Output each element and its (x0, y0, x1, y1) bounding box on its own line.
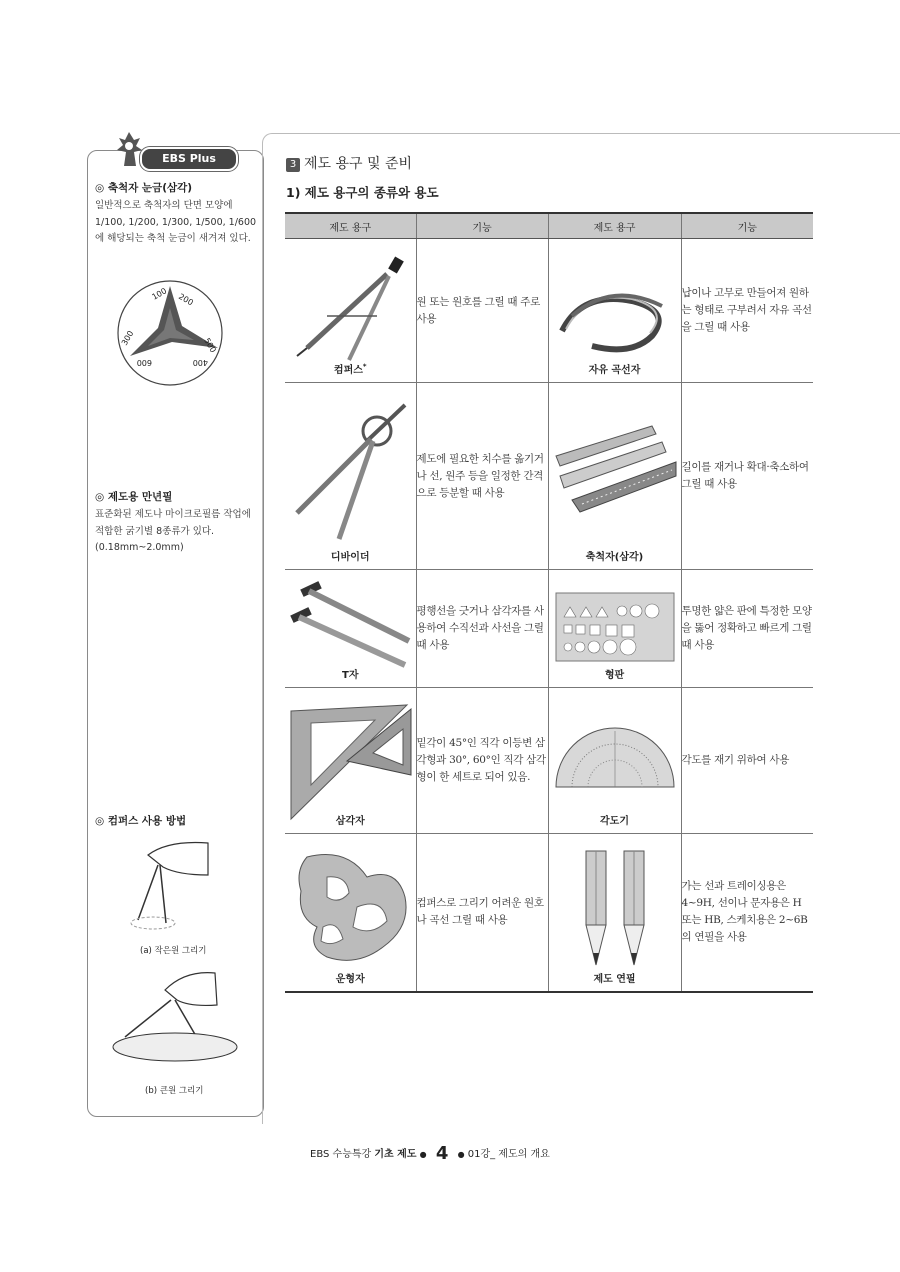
tool-function: 납이나 고무로 만들어져 원하는 형태로 구부려서 자유 곡선을 그릴 때 사용 (681, 239, 813, 383)
section-title (286, 153, 412, 173)
sidebar-text-pen: 표준화된 제도나 마이크로필름 작업에 적합한 굵기별 8종류가 있다. (0.18mm~2.0mm) (95, 509, 251, 553)
french-curve-icon (287, 847, 413, 977)
tool-function: 밑각이 45°인 직각 이등변 삼각형과 30°, 60°인 직각 삼각형이 한 세트로 되어 있음. (416, 688, 548, 834)
tool-name: 운형자 (335, 973, 365, 985)
template-icon (552, 589, 678, 669)
scale-label-4: 500 (202, 336, 218, 355)
tool-function: 가는 선과 트레이싱용은 4~9H, 선이나 문자용은 H 또는 HB, 스케치용은 2~6B의 연필을 사용 (681, 834, 813, 992)
tool-function: 원 또는 원호를 그릴 때 주로 사용 (416, 239, 548, 383)
divider-icon (287, 401, 413, 551)
footer-book-series: EBS 수능특강 (310, 1149, 372, 1160)
compass-large-circle-illustration (105, 965, 245, 1080)
tool-function: 투명한 얇은 판에 특정한 모양을 뚫어 정확하고 빠르게 그릴 때 사용 (681, 570, 813, 688)
tool-name: 삼각자 (335, 816, 365, 827)
header-tool-1: 제도 용구 (285, 213, 416, 239)
flexible-curve-icon (552, 261, 678, 361)
section-title-text: 제도 용구 및 준비 (304, 156, 413, 172)
protractor-icon (552, 721, 678, 801)
tool-cell (548, 239, 681, 383)
compass-small-circle-illustration (118, 835, 218, 940)
tool-function: 평행선을 긋거나 삼각자를 사용하여 수직선과 사선을 그릴 때 사용 (416, 570, 548, 688)
scale-label-2: 200 (177, 291, 195, 308)
tool-cell (285, 688, 416, 834)
drafting-pencil-icon (552, 847, 678, 977)
tool-name: 컴퍼스 (333, 365, 363, 376)
tool-name: 디바이더 (330, 552, 370, 563)
table-row (285, 239, 813, 383)
scale-label-1: 100 (150, 286, 169, 302)
tool-cell (548, 570, 681, 688)
tool-footnote-mark: * (362, 362, 367, 371)
tool-name: 형판 (604, 670, 625, 681)
tool-cell (548, 834, 681, 992)
tool-name: 자유 곡선자 (588, 365, 641, 376)
scale-label-6: 400 (192, 358, 208, 367)
tool-function: 제도에 필요한 치수를 옮기거나 선, 원주 등을 일정한 간격으로 등분할 때 사용 (416, 383, 548, 570)
scale-cross-section-diagram (110, 278, 230, 388)
tool-function: 컴퍼스로 그리기 어려운 원호나 곡선 그릴 때 사용 (416, 834, 548, 992)
scale-label-3: 300 (119, 329, 136, 347)
subsection-title: 1) 제도 용구의 종류와 용도 (286, 185, 439, 200)
sidebar-heading-scale: ◎ 축척자 눈금(삼각) (95, 182, 193, 194)
tool-name: 제도 연필 (593, 973, 636, 985)
sidebar-text-scale: 일반적으로 축척자의 단면 모양에 1/100, 1/200, 1/300, 1/500, 1/600에 해당되는 축척 눈금이 새겨져 있다. (95, 200, 257, 244)
footer-chapter: 01강_ 제도의 개요 (467, 1149, 550, 1160)
triangular-scale-icon (552, 416, 678, 536)
t-square-icon (287, 579, 413, 679)
tool-cell (285, 239, 416, 383)
tool-name: T자 (342, 670, 359, 681)
page-number: 4 (435, 1143, 449, 1164)
table-row (285, 570, 813, 688)
tool-function: 길이를 재거나 확대·축소하여 그릴 때 사용 (681, 383, 813, 570)
table-row (285, 834, 813, 992)
footer-book-title: 기초 제도 (374, 1149, 417, 1160)
caption-small-circle: (a) 작은원 그리기 (140, 946, 207, 956)
caption-large-circle: (b) 큰원 그리기 (145, 1086, 204, 1096)
tool-cell (285, 383, 416, 570)
triangle-set-icon (287, 701, 413, 821)
table-row (285, 383, 813, 570)
drafting-tools-table (285, 212, 813, 993)
section-number-badge: 3 (286, 158, 300, 172)
tool-cell (285, 570, 416, 688)
table-row (285, 688, 813, 834)
compass-icon (287, 256, 413, 366)
tool-cell (548, 383, 681, 570)
sidebar-heading-compass-use: ◎ 컴퍼스 사용 방법 (95, 815, 187, 827)
scale-label-5: 600 (136, 358, 152, 367)
table-header-row (285, 213, 813, 239)
ebs-plus-badge: EBS Plus (140, 147, 238, 171)
sidebar-heading-pen: ◎ 제도용 만년필 (95, 491, 173, 503)
tool-name: 축척자(삼각) (585, 552, 644, 563)
page-footer: EBS 수능특강 기초 제도 ● 4 ● 01강_ 제도의 개요 (310, 1143, 550, 1164)
header-function-2: 기능 (681, 213, 813, 239)
header-tool-2: 제도 용구 (548, 213, 681, 239)
tool-name: 각도기 (600, 816, 629, 827)
tool-cell (548, 688, 681, 834)
tool-function: 각도를 재기 위하여 사용 (681, 688, 813, 834)
tool-cell (285, 834, 416, 992)
header-function-1: 기능 (416, 213, 548, 239)
